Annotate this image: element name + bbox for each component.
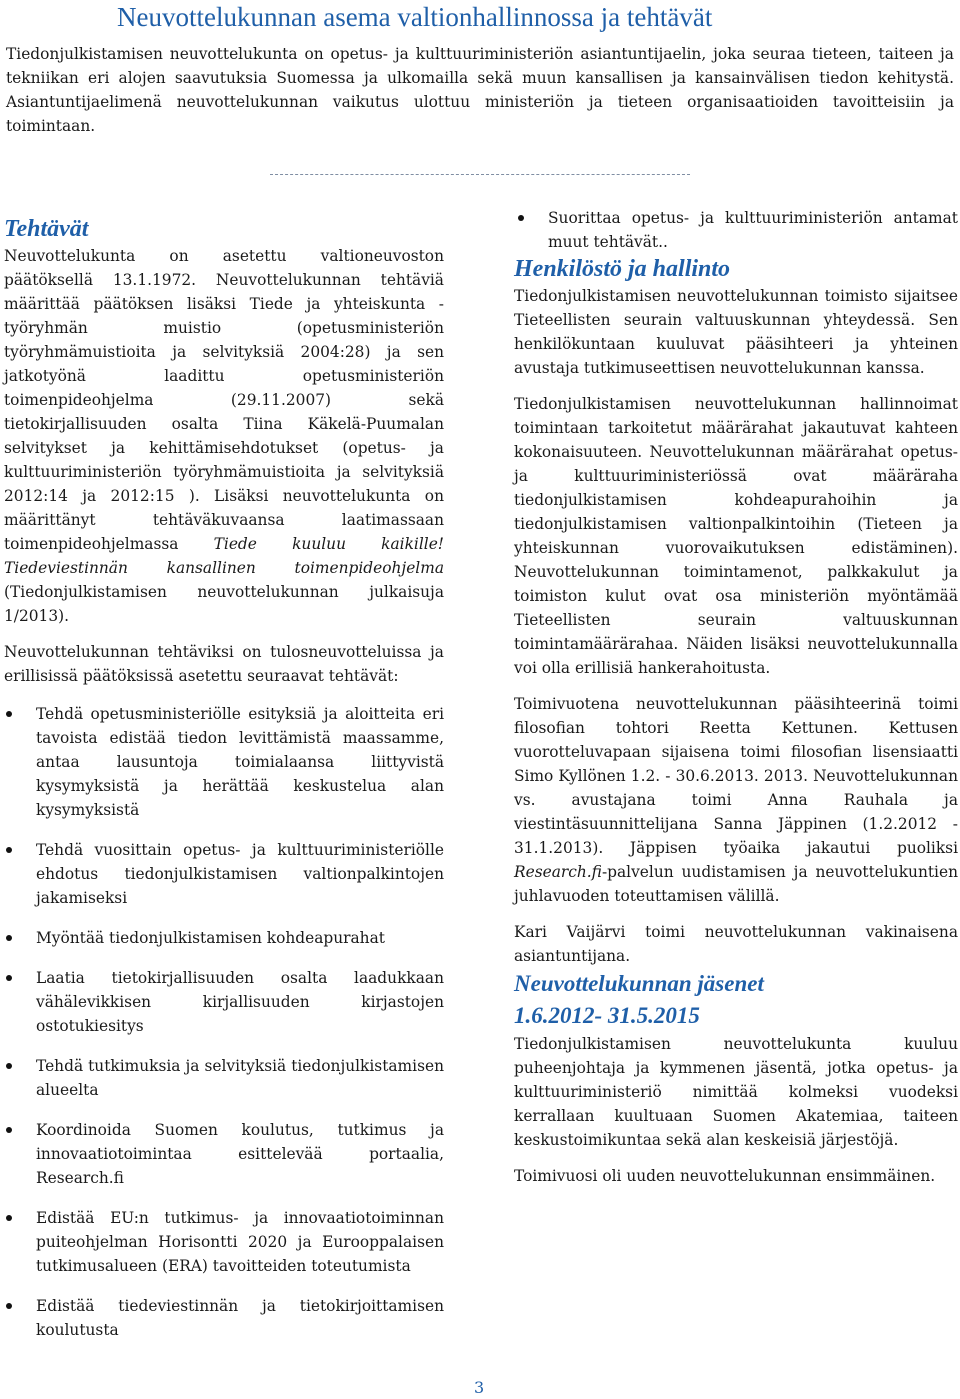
paragraph-toimivuosi: Toimivuosi oli uuden neuvottelukunnan ensimmäinen. (514, 1167, 936, 1185)
right-column (514, 206, 958, 1188)
heading-henkilosto: Henkilöstö ja hallinto (514, 256, 731, 282)
task-list (4, 702, 444, 1342)
task-item: Myöntää tiedonjulkistamisen kohdeapurahat (4, 926, 444, 950)
intro-paragraph: Tiedonjulkistamisen neuvottelukunta on opetus- ja kulttuuriministeriön asiantuntijaelin, joka seuraa tieteen, taiteen ja tekniikan eri alojen saavutuksia Suomessa ja ulkomailla sekä muun kansallisen ja kansainvälisen tiedon kehitystä. Asiantuntijaelimenä neuvottelukunnan vaikutus ulottuu ministeriön ja tieteen organisaatioiden tavoitteisiin ja toimintaan. (6, 45, 954, 135)
paragraph-paasihteeri (514, 692, 958, 908)
task-item: Suorittaa opetus- ja kulttuuriministeriön antamat muut tehtävät.. (514, 206, 958, 254)
paragraph-tehtavat-intro: Neuvottelukunnan tehtäviksi on tulosneuvotteluissa ja erillisissä päätöksissä asetettu seuraavat tehtävät: (4, 643, 444, 685)
task-item: Edistää tiedeviestinnän ja tietokirjoittamisen koulutusta (4, 1294, 444, 1342)
heading-tehtavat: Tehtävät (4, 216, 89, 242)
paragraph-text: -palvelun uudistamisen ja neuvottelukuntien juhlavuoden toteuttamisen välillä. (514, 863, 958, 905)
heading-jasenet-title: Neuvottelukunnan jäsenet (514, 971, 764, 996)
publication-title: Tiede kuuluu kaikille! Tiedeviestinnän kansallinen toimenpideohjelma (4, 535, 444, 577)
task-item: Edistää EU:n tutkimus- ja innovaatiotoiminnan puiteohjelman Horisontti 2020 ja Eurooppalaisen tutkimusalueen (ERA) tavoitteiden toteutumista (4, 1206, 444, 1278)
task-item: Koordinoida Suomen koulutus, tutkimus ja innovaatiotoimintaa esittelevää portaalia, Research.fi (4, 1118, 444, 1190)
page-number: 3 (474, 1378, 485, 1397)
paragraph-toimisto: Tiedonjulkistamisen neuvottelukunnan toimisto sijaitsee Tieteellisten seurain valtuuskunnan yhteydessä. Sen henkilökuntaan kuuluvat pääsihteeri ja yhteinen avustaja tutkimuseettisen neuvottelukunnan kanssa. (514, 287, 958, 377)
research-fi-name: Research.fi (514, 863, 602, 881)
task-item: Laatia tietokirjallisuuden osalta laadukkaan vähälevikkisen kirjallisuuden kirjastojen ostotukiesitys (4, 966, 444, 1038)
task-item: Tehdä vuosittain opetus- ja kulttuuriministeriölle ehdotus tiedonjulkistamisen valtionpalkintojen jakamiseksi (4, 838, 444, 910)
paragraph-jasenet: Tiedonjulkistamisen neuvottelukunta kuuluu puheenjohtaja ja kymmenen jäsentä, jotka opetus- ja kulttuuriministeriö nimittää kolmeksi vuodeksi kerrallaan kuultuaan Suomen Akatemiaa, taiteen keskustoimikuntaa sekä alan keskeisiä järjestöjä. (514, 1035, 958, 1149)
task-list-continued (514, 206, 958, 254)
paragraph-text: Neuvottelukunta on asetettu valtioneuvoston päätöksellä 13.1.1972. Neuvottelukunnan tehtäviä määrittää päätöksen lisäksi Tiede ja yhteiskunta - työryhmän muistio (opetusministeriön työryhmämuistioita ja selvityksiä 2004:28) ja sen jatkotyönä laadittu opetusministeriön toimenpideohjelma (29.11.2007) sekä tietokirjallisuuden osalta Tiina Käkelä-Puumalan selvitykset ja kehittämisehdotukset (opetus- ja kulttuuriministeriön työryhmämuistioita ja selvityksiä 2012:14 ja 2012:15 ). Lisäksi neuvottelukunta on määrittänyt tehtäväkuvaansa laatimassaan toimenpideohjelmassa (4, 247, 444, 553)
heading-jasenet (514, 968, 958, 1032)
paragraph-maararahat: Tiedonjulkistamisen neuvottelukunnan hallinnoimat toimintaan tarkoitetut määrärahat jakautuvat kahteen kokonaisuuteen. Neuvottelukunnan määrärahat opetus- ja kulttuuriministeriössä ovat määräraha tiedonjulkistamisen kohdeapurahoihin ja tiedonjulkistamisen valtionpalkintoihin (Tieteen ja yhteiskunnan vuorovaikutuksen edistäminen). Neuvottelukunnan toimintamenot, palkkakulut ja toimiston kulut ovat osa ministeriön myöntämää Tieteellisten seurain valtuuskunnan toimintamäärärahaa. Näiden lisäksi neuvottelukunnalla voi olla erillisiä hankerahoitusta. (514, 395, 958, 677)
page-title: Neuvottelukunnan asema valtionhallinnossa ja tehtävät (117, 2, 713, 32)
paragraph-asiantuntija: Kari Vaijärvi toimi neuvottelukunnan vakinaisena asiantuntijana. (514, 923, 958, 965)
paragraph-text: (Tiedonjulkistamisen neuvottelukunnan julkaisuja 1/2013). (4, 583, 444, 625)
left-column (4, 214, 444, 1342)
task-item: Tehdä opetusministeriölle esityksiä ja aloitteita eri tavoista edistää tiedon levittämistä maassamme, antaa lausuntoja toimialaansa liittyvistä kysymyksistä ja herättää keskustelua alan kysymyksistä (4, 702, 444, 822)
paragraph-asettaminen (4, 244, 444, 628)
task-item: Tehdä tutkimuksia ja selvityksiä tiedonjulkistamisen alueelta (4, 1054, 444, 1102)
heading-jasenet-period: 1.6.2012- 31.5.2015 (514, 1003, 700, 1028)
paragraph-text: Toimivuotena neuvottelukunnan pääsihteerinä toimi filosofian tohtori Reetta Kettunen. Kettusen vuorotteluvapaan sijaisena toimi filosofian lisensiaatti Simo Kyllönen 1.2. - 30.6.2013. 2013. Neuvottelukunnan vs. avustajana toimi Anna Rauhala ja viestintäsuunnittelijana Sanna Jäppinen (1.2.2012 - 31.1.2013). Jäppisen työaika jakautui puoliksi (514, 695, 958, 857)
dashed-divider (270, 174, 690, 175)
